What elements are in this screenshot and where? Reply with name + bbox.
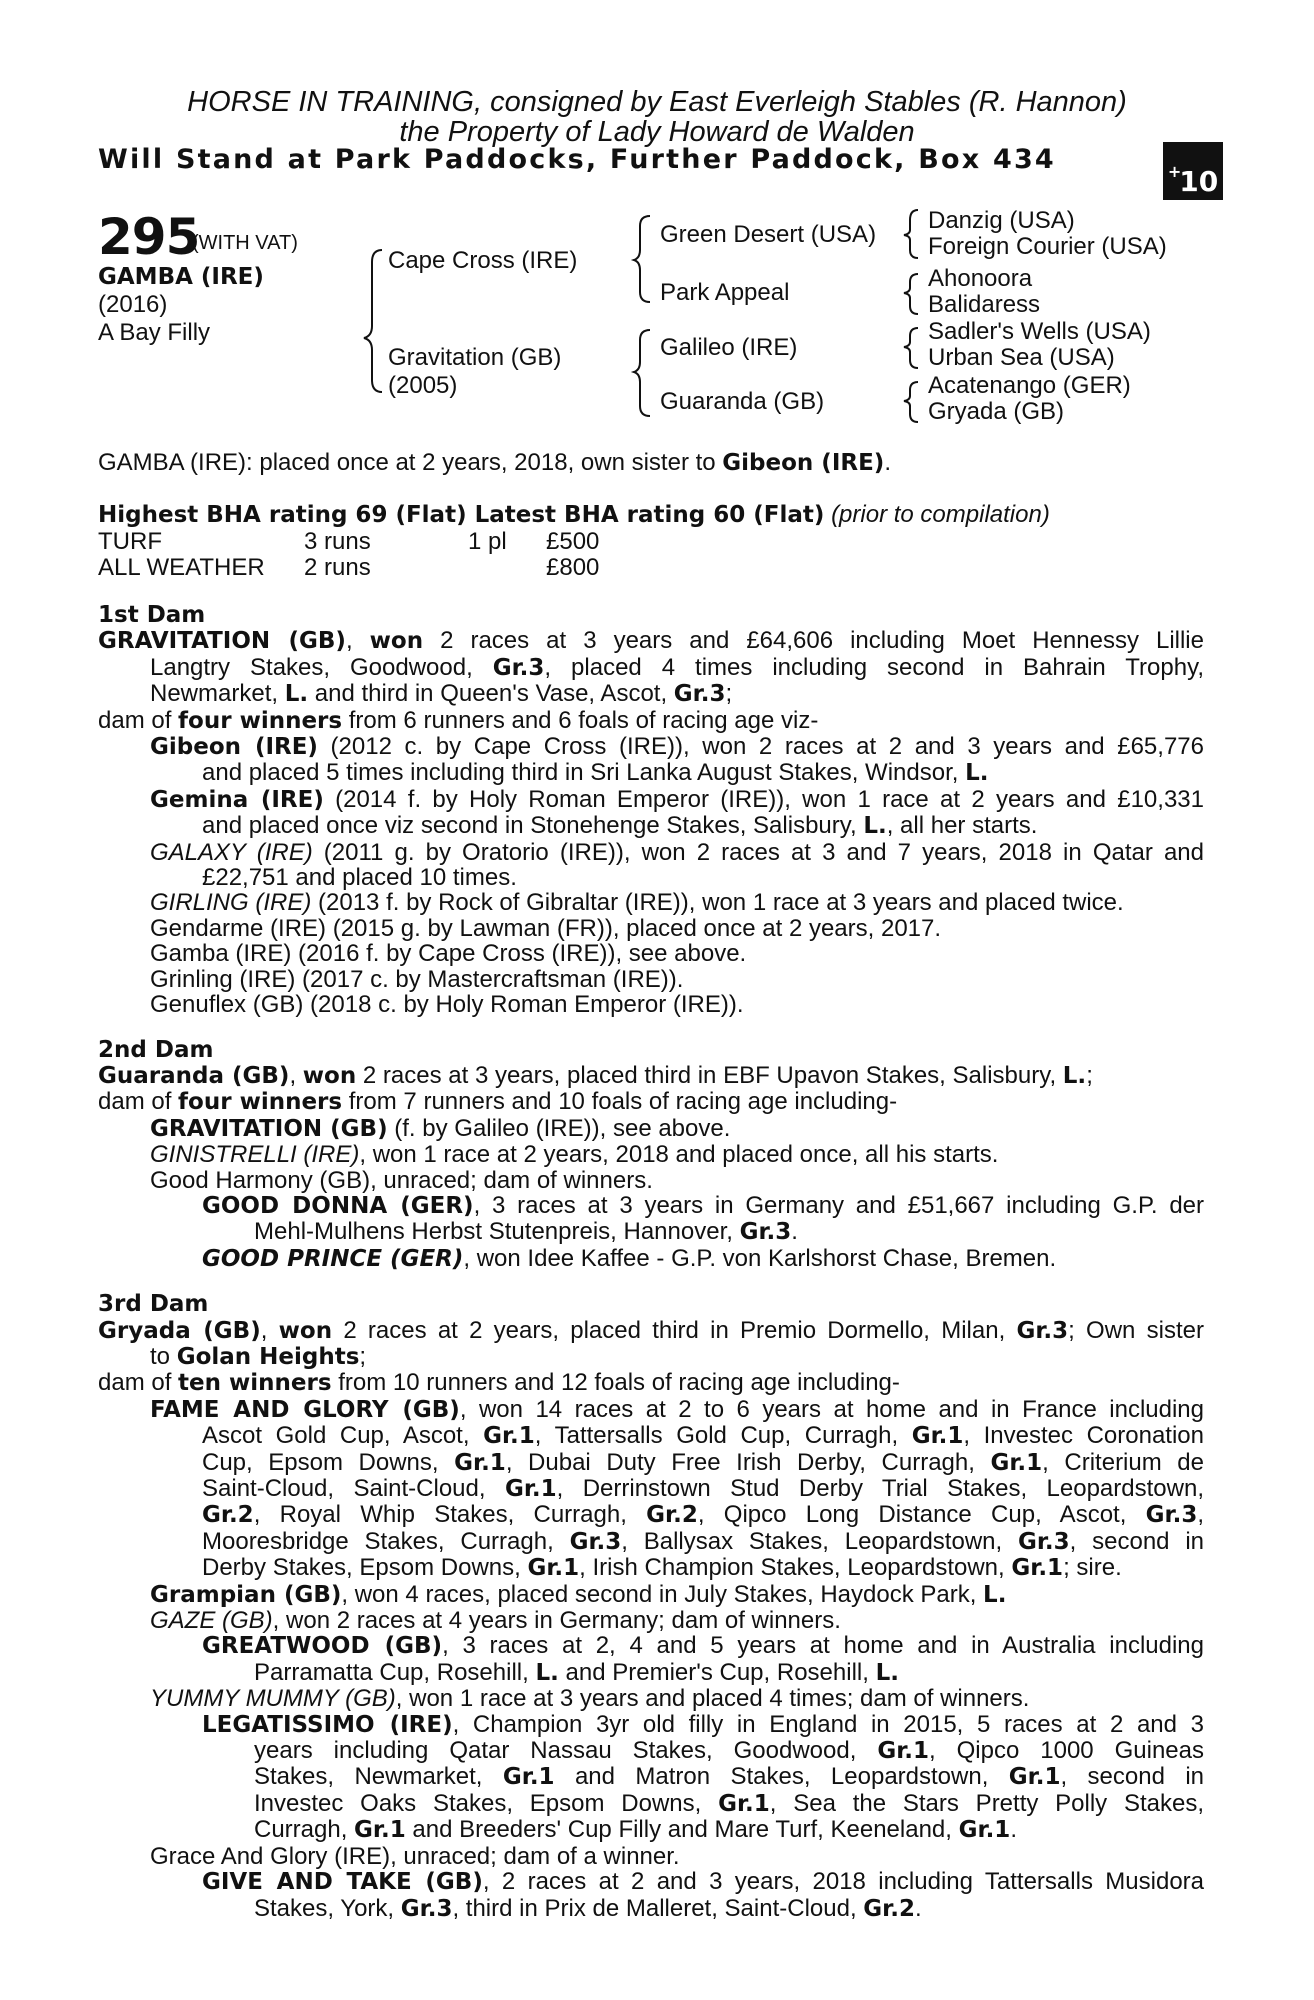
brace-gen3-3 <box>904 328 918 368</box>
grade: L. <box>1062 1062 1087 1089</box>
grade: Gr.1 <box>354 1817 406 1844</box>
text: , won 14 races at 2 to 6 years at home and in France including <box>459 1395 1204 1423</box>
horse-year: (2016) <box>98 291 168 318</box>
text: ; <box>359 1342 367 1370</box>
text: Stakes, Newmarket, <box>254 1763 503 1791</box>
produce-line <box>98 813 1204 839</box>
grade: Gr.1 <box>454 1449 506 1476</box>
runs-cell: 2 runs <box>304 554 371 581</box>
text: , 3 races at 3 years in Germany and £51,667 including G.P. der <box>473 1191 1205 1219</box>
produce-line: Good Harmony (GB), unraced; dam of winners. <box>150 1166 653 1194</box>
produce-line <box>98 1738 1204 1764</box>
produce-line <box>98 1219 1204 1245</box>
third-dam-heading: 3rd Dam <box>98 1291 209 1318</box>
produce-line <box>98 1817 1204 1843</box>
grade: Gr.1 <box>958 1817 1011 1844</box>
header-property: the Property of Lady Howard de Walden <box>399 116 915 148</box>
text: , Qipco 1000 Guineas <box>929 1737 1204 1765</box>
summary-line <box>98 450 891 476</box>
produce-line <box>98 1142 1204 1167</box>
first-dam-heading: 1st Dam <box>98 602 206 628</box>
text: (2011 g. by Oratorio (IRE)), won 2 races at 3 and 7 years, 2018 in Qatar and <box>312 838 1204 866</box>
first-dam-line <box>98 681 1204 707</box>
bold-text: Guaranda (GB) <box>98 1062 290 1089</box>
text: Saint-Cloud, Saint-Cloud, <box>202 1475 505 1502</box>
text: dam of <box>98 1369 179 1397</box>
text: dam of <box>98 1088 179 1116</box>
text: years including Qatar Nassau Stakes, Goodwood, <box>254 1737 878 1765</box>
text: Ascot Gold Cup, Ascot, <box>202 1422 484 1450</box>
text: Curragh, <box>254 1816 355 1844</box>
header-location: Will Stand at Park Paddocks, Further Paddock, Box 434 <box>98 144 1056 175</box>
text: , all her starts. <box>886 812 1038 840</box>
grade: Gr.3 <box>492 654 545 681</box>
bold-text: four winners <box>178 707 343 734</box>
horse-name: GALAXY (IRE) <box>150 838 313 866</box>
pedigree-sire-dam: Park Appeal <box>660 279 790 306</box>
bold-text: won <box>278 1317 333 1344</box>
ratings-heading-line <box>98 502 1050 528</box>
grade: Gr.1 <box>504 1476 557 1502</box>
pedigree-gen3-7: Acatenango (GER) <box>928 372 1131 399</box>
pedigree-dam-dam: Guaranda (GB) <box>660 388 825 415</box>
text: 2 races at 3 years and £64,606 including Moet Hennessy Lillie <box>423 627 1204 655</box>
grade: L. <box>284 681 309 708</box>
first-dam-line <box>98 655 1204 681</box>
produce-line: Grinling (IRE) (2017 c. by Mastercraftsman (IRE)). <box>150 965 684 993</box>
text: , Investec Coronation <box>963 1422 1205 1450</box>
horse-name: GAMBA (IRE) <box>98 264 264 290</box>
text: and placed once viz second in Stonehenge Stakes, Salisbury, <box>202 812 864 840</box>
pedigree-gen3-5: Sadler's Wells (USA) <box>928 318 1151 345</box>
second-dam-line <box>98 1063 1204 1089</box>
surface-cell: ALL WEATHER <box>98 554 265 581</box>
brace-gen2-dam <box>634 330 650 416</box>
grade: Gr.3 <box>1145 1502 1198 1529</box>
ratings-heading: Highest BHA rating 69 (Flat) Latest BHA rating 60 (Flat) <box>98 502 825 528</box>
horse-description: A Bay Filly <box>98 319 211 346</box>
produce-line <box>98 1116 1204 1142</box>
bold-text: ten winners <box>178 1370 332 1397</box>
text: , <box>1197 1501 1204 1529</box>
text: , third in Prix de Malleret, Saint-Cloud, <box>452 1894 864 1922</box>
produce-line <box>98 1476 1204 1502</box>
text: , second in <box>1069 1527 1204 1555</box>
text: ; Own sister <box>1068 1316 1204 1344</box>
header-consignor: HORSE IN TRAINING, consigned by East Everleigh Stables (R. Hannon) <box>187 86 1127 118</box>
pedigree-gen3-3: Ahonoora <box>928 265 1033 292</box>
grade: Gr.3 <box>1016 1317 1069 1344</box>
grade: Gr.1 <box>527 1555 580 1582</box>
text: , Ballysax Stakes, Leopardstown, <box>621 1527 1018 1555</box>
horse-name: Gibeon (IRE) <box>150 734 318 761</box>
produce-line <box>98 760 1204 786</box>
grade: Gr.1 <box>483 1423 535 1450</box>
horse-name: GOOD PRINCE (GER) <box>202 1245 464 1272</box>
produce-line <box>98 1896 1204 1922</box>
text: , <box>289 1061 303 1089</box>
horse-name: Grampian (GB) <box>150 1581 342 1608</box>
bold-text: won <box>369 628 424 655</box>
prize-cell: £800 <box>546 554 600 581</box>
grade: Gr.1 <box>911 1423 964 1450</box>
text: to <box>150 1342 177 1370</box>
produce-line <box>98 1502 1204 1528</box>
pedigree-sire-sire: Green Desert (USA) <box>660 221 877 248</box>
grade: Gr.1 <box>718 1790 770 1817</box>
text: , Champion 3yr old filly in England in 2015, 5 races at 2 and 3 <box>452 1710 1204 1738</box>
brace-gen3-4 <box>904 382 918 422</box>
grade: L. <box>863 813 887 840</box>
horse-name: YUMMY MUMMY (GB) <box>150 1685 396 1713</box>
pedigree-dam: Gravitation (GB) <box>388 344 562 371</box>
produce-line <box>98 890 1204 915</box>
grade: Gr.2 <box>202 1502 254 1529</box>
grade: Gr.2 <box>863 1895 915 1922</box>
pedigree-sire: Cape Cross (IRE) <box>388 247 578 274</box>
text: , second in <box>1060 1763 1205 1791</box>
horse-name: Gemina (IRE) <box>150 786 324 813</box>
text: , Irish Champion Stakes, Leopardstown, <box>579 1554 1012 1582</box>
produce-line <box>98 787 1204 813</box>
pedigree-gen3-2: Foreign Courier (USA) <box>928 233 1167 260</box>
race-record-table <box>98 529 599 581</box>
text: , Sea the Stars Pretty Polly Stakes, <box>769 1789 1204 1817</box>
text: , won 4 races, placed second in July Stakes, Haydock Park, <box>341 1580 984 1608</box>
produce-line <box>98 1712 1204 1738</box>
text: and Breeders' Cup Filly and Mare Turf, Keeneland, <box>405 1816 959 1844</box>
produce-line: Gendarme (IRE) (2015 g. by Lawman (FR)), placed once at 2 years, 2017. <box>150 914 942 942</box>
pedigree-gen3-1: Danzig (USA) <box>928 207 1075 234</box>
first-dam-line <box>98 628 1204 654</box>
text: , won Idee Kaffee - G.P. von Karlshorst Chase, Bremen. <box>463 1244 1057 1272</box>
produce-line: Gamba (IRE) (2016 f. by Cape Cross (IRE)), see above. <box>150 940 747 968</box>
grade: Gr.1 <box>1011 1555 1064 1582</box>
bold-text: Gryada (GB) <box>98 1317 261 1344</box>
text: , won 2 races at 4 years in Germany; dam of winners. <box>272 1607 841 1635</box>
summary-end: . <box>884 449 891 476</box>
pedigree-gen3-8: Gryada (GB) <box>928 398 1065 425</box>
second-dam-heading: 2nd Dam <box>98 1036 214 1063</box>
second-dam-line <box>98 1089 1204 1115</box>
text: Derby Stakes, Epsom Downs, <box>202 1554 528 1582</box>
table-row <box>98 555 599 581</box>
brace-gen3-2 <box>904 274 918 314</box>
text: (f. by Galileo (IRE)), see above. <box>387 1114 731 1142</box>
text: ; <box>1086 1061 1093 1089</box>
produce-line: £22,751 and placed 10 times. <box>202 864 517 892</box>
text: from 7 runners and 10 foals of racing age including- <box>342 1088 898 1116</box>
grade: Gr.3 <box>739 1219 792 1246</box>
text: Stakes, York, <box>254 1894 401 1922</box>
text: , Royal Whip Stakes, Curragh, <box>253 1501 647 1529</box>
grade: Gr.3 <box>400 1895 453 1922</box>
runs-cell: 3 runs <box>304 528 371 555</box>
produce-line <box>98 1246 1204 1272</box>
text: , Qipco Long Distance Cup, Ascot, <box>697 1501 1146 1529</box>
grade: Gr.1 <box>1008 1764 1061 1791</box>
text: , 2 races at 2 and 3 years, 2018 including Tattersalls Musidora <box>482 1868 1204 1896</box>
text: , placed 4 times including second in Bahrain Trophy, <box>544 653 1204 681</box>
bold-text: four winners <box>178 1089 343 1116</box>
pedigree-dam-sire: Galileo (IRE) <box>660 334 798 361</box>
brace-gen3-1 <box>904 210 918 258</box>
horse-name: GIRLING (IRE) <box>150 889 312 917</box>
text: (2014 f. by Holy Roman Emperor (IRE)), won 1 race at 2 years and £10,331 <box>323 785 1204 813</box>
grade: L. <box>965 760 989 787</box>
horse-name: GOOD DONNA (GER) <box>202 1192 474 1219</box>
produce-line <box>98 1193 1204 1219</box>
summary-bold: Gibeon (IRE) <box>722 450 885 476</box>
produce-line <box>98 1529 1204 1555</box>
produce-line <box>98 840 1204 865</box>
text: , Tattersalls Gold Cup, Curragh, <box>534 1422 912 1450</box>
produce-line <box>98 1397 1204 1423</box>
horse-name: FAME AND GLORY (GB) <box>150 1396 460 1423</box>
produce-line <box>98 1582 1204 1608</box>
text: , Dubai Duty Free Irish Derby, Curragh, <box>505 1448 991 1476</box>
prize-cell: £500 <box>546 528 600 555</box>
produce-line <box>98 1555 1204 1581</box>
pedigree-gen3-6: Urban Sea (USA) <box>928 344 1115 371</box>
text: . <box>1010 1816 1017 1844</box>
grade: Gr.2 <box>646 1502 698 1529</box>
text: . <box>791 1218 798 1246</box>
lot-number: 295 <box>98 208 200 266</box>
text: Newmarket, <box>150 680 285 708</box>
surface-cell: TURF <box>98 528 162 555</box>
text: Langtry Stakes, Goodwood, <box>150 653 493 681</box>
produce-line <box>98 1633 1204 1659</box>
text: . <box>914 1894 922 1922</box>
horse-name: GIVE AND TAKE (GB) <box>202 1869 483 1896</box>
text: , 3 races at 2, 4 and 5 years at home and in Australia including <box>442 1632 1204 1660</box>
text: ; sire. <box>1063 1554 1122 1582</box>
produce-line <box>98 1791 1204 1817</box>
text: (2013 f. by Rock of Gibraltar (IRE)), won 1 race at 3 years and placed twice. <box>311 889 1124 917</box>
text: and Matron Stakes, Leopardstown, <box>554 1763 1009 1791</box>
produce-line <box>98 1660 1204 1686</box>
placed-cell <box>468 555 546 581</box>
text: Investec Oaks Stakes, Epsom Downs, <box>254 1789 719 1817</box>
text: , won 1 race at 2 years, 2018 and placed once, all his starts. <box>359 1141 999 1169</box>
grade: Gr.3 <box>569 1528 622 1555</box>
text: and third in Queen's Vase, Ascot, <box>308 680 674 708</box>
grade: L. <box>535 1659 559 1686</box>
brace-gen2-sire <box>634 216 650 302</box>
pedigree-gen3-4: Balidaress <box>928 291 1041 318</box>
text: from 6 runners and 6 foals of racing age viz- <box>342 706 819 734</box>
grade: Gr.1 <box>990 1449 1043 1476</box>
horse-name: GRAVITATION (GB) <box>150 1115 388 1142</box>
text: , <box>260 1316 279 1344</box>
third-dam-line <box>98 1370 1204 1396</box>
text: Mooresbridge Stakes, Curragh, <box>202 1527 570 1555</box>
produce-line: Genuflex (GB) (2018 c. by Holy Roman Emperor (IRE)). <box>150 991 744 1019</box>
produce-line <box>98 1450 1204 1476</box>
text: Mehl-Mulhens Herbst Stutenpreis, Hannover, <box>254 1218 740 1246</box>
produce-line <box>98 734 1204 760</box>
text: , Criterium de <box>1042 1448 1204 1476</box>
produce-line: Grace And Glory (IRE), unraced; dam of a winner. <box>150 1842 680 1870</box>
bold-text: GRAVITATION (GB) <box>98 628 346 655</box>
first-dam-line <box>98 708 1204 734</box>
produce-line <box>98 1608 1204 1633</box>
grade: Gr.3 <box>673 681 726 708</box>
third-dam-line <box>98 1344 1204 1370</box>
text: dam of <box>98 706 179 734</box>
horse-name: LEGATISSIMO (IRE) <box>202 1711 453 1738</box>
vat-note: (WITH VAT) <box>192 232 298 254</box>
text: Cup, Epsom Downs, <box>202 1448 455 1476</box>
text: 2 races at 3 years, placed third in EBF Upavon Stakes, Salisbury, <box>356 1061 1063 1089</box>
grade: L. <box>983 1581 1007 1608</box>
pedigree-dam-year: (2005) <box>388 372 458 399</box>
produce-line <box>98 1869 1204 1895</box>
bold-text: won <box>302 1062 357 1089</box>
horse-name: GREATWOOD (GB) <box>202 1633 443 1660</box>
grade: Gr.1 <box>877 1738 929 1765</box>
text: ; <box>725 680 733 708</box>
text: , Derrinstown Stud Derby Trial Stakes, Leopardstown, <box>556 1475 1204 1502</box>
produce-line <box>98 1686 1204 1711</box>
text: Parramatta Cup, Rosehill, <box>254 1658 536 1686</box>
horse-name: GAZE (GB) <box>150 1607 273 1635</box>
dam-sections <box>98 603 1204 1922</box>
ratings-note: (prior to compilation) <box>831 501 1050 528</box>
badge-number: 10 <box>1179 165 1219 198</box>
bold-text: Golan Heights <box>176 1343 360 1370</box>
grade: Gr.3 <box>1017 1528 1070 1555</box>
badge-plus: + <box>1167 162 1182 181</box>
third-dam-line <box>98 1318 1204 1344</box>
produce-line <box>98 1423 1204 1449</box>
text: and Premier's Cup, Rosehill, <box>558 1658 876 1686</box>
text: (2012 c. by Cape Cross (IRE)), won 2 races at 2 and 3 years and £65,776 <box>317 733 1204 761</box>
text: , won 1 race at 3 years and placed 4 times; dam of winners. <box>395 1685 1030 1713</box>
text: from 10 runners and 12 foals of racing age including- <box>331 1369 900 1397</box>
text: and placed 5 times including third in Sri Lanka August Stakes, Windsor, <box>202 759 966 787</box>
horse-name: GINISTRELLI (IRE) <box>150 1141 360 1169</box>
placed-cell: 1 pl <box>468 528 507 555</box>
summary-text: GAMBA (IRE): placed once at 2 years, 2018, own sister to <box>98 449 723 476</box>
grade: Gr.1 <box>502 1764 555 1791</box>
table-row <box>98 529 599 555</box>
brace-gen1 <box>364 250 382 392</box>
produce-line <box>98 1764 1204 1790</box>
text: , <box>345 627 370 655</box>
grade: L. <box>875 1659 899 1686</box>
text: 2 races at 2 years, placed third in Premio Dormello, Milan, <box>332 1316 1017 1344</box>
